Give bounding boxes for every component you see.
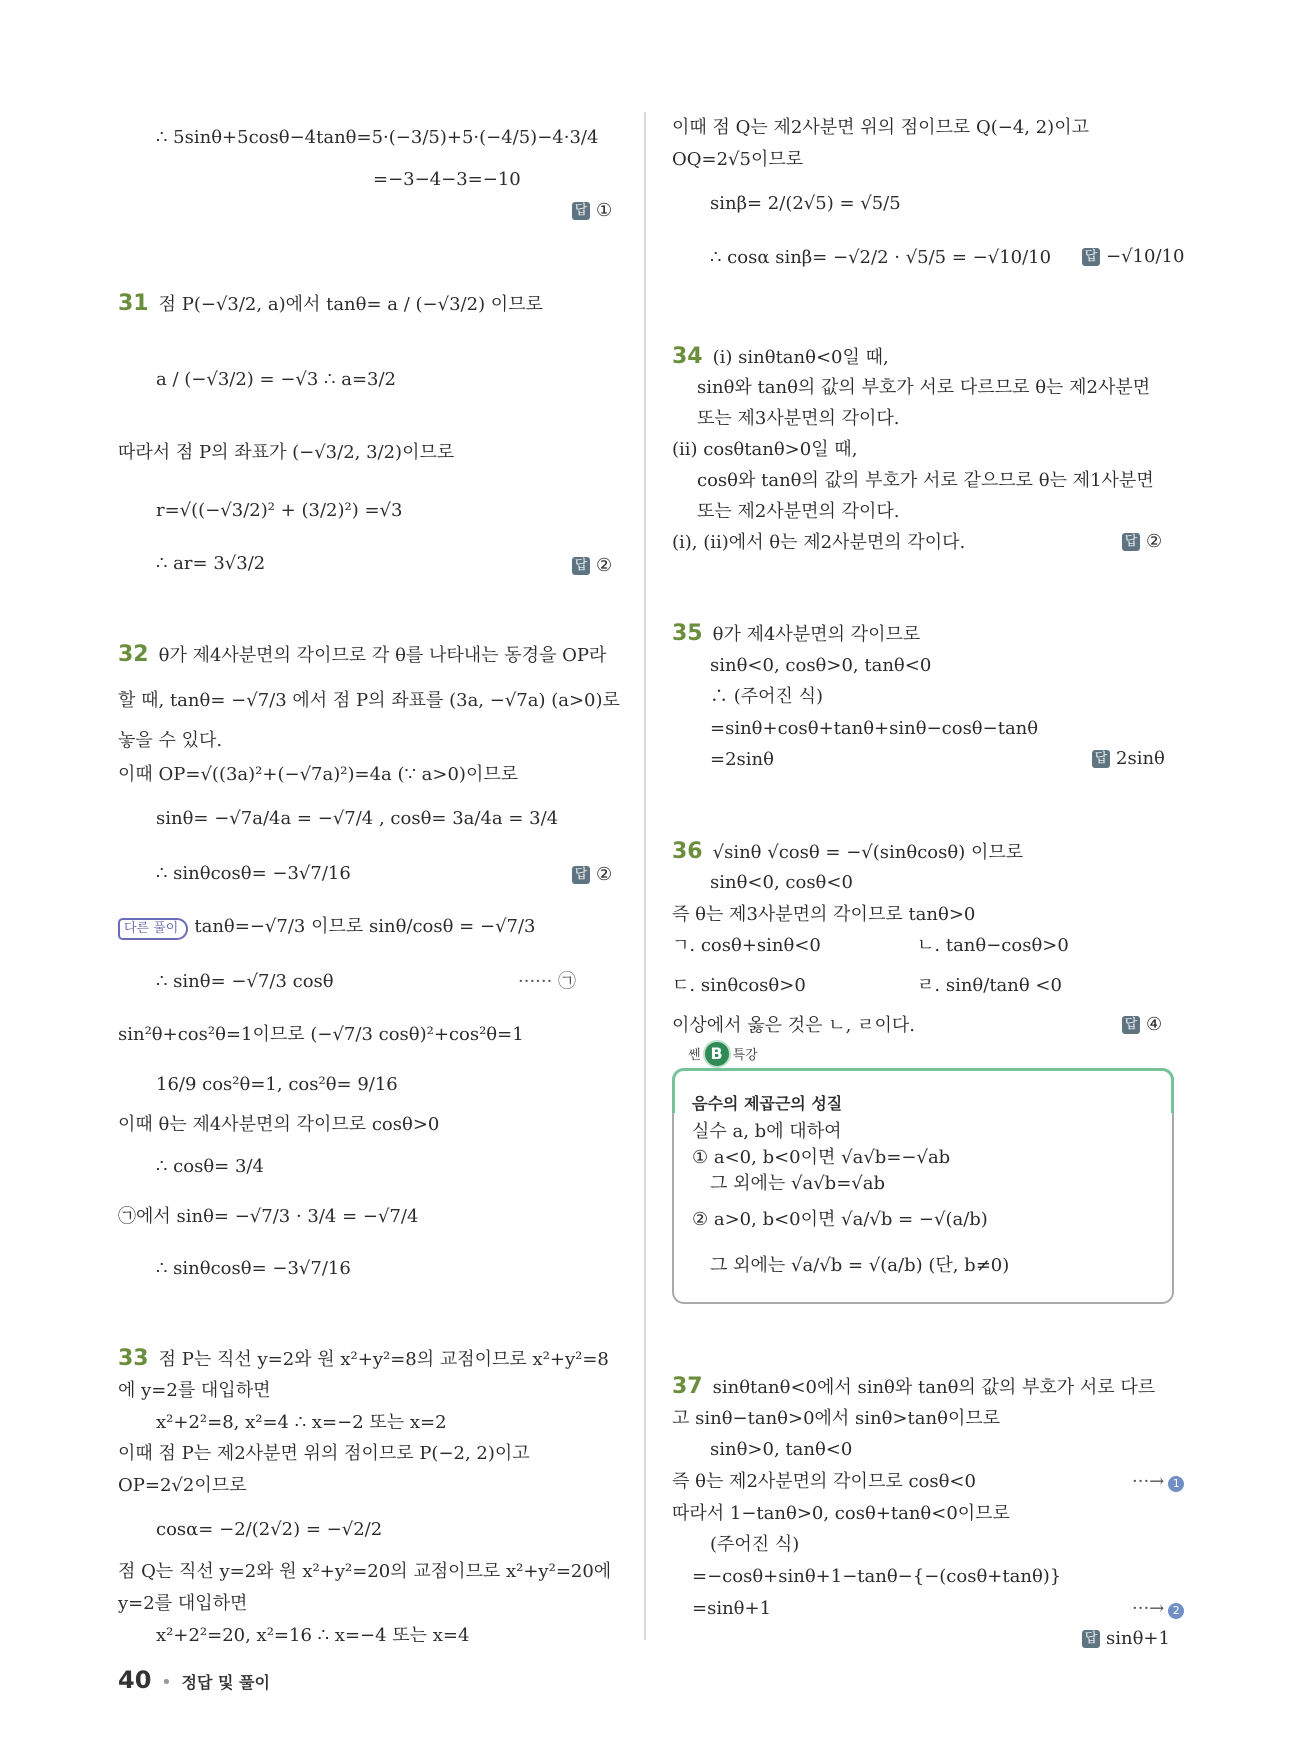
column-divider [644,112,646,1640]
q36-line: 즉 θ는 제3사분면의 각이므로 tanθ>0 [672,904,976,925]
q34-line: 또는 제3사분면의 각이다. [697,408,900,429]
q35-line: =2sinθ [710,749,774,770]
problem-number: 33 [118,1346,149,1371]
q32-line: sinθ= −√7a/4a = −√7/4 , cosθ= 3a/4a = 3/4 [156,808,559,829]
q33-line: OP=2√2이므로 [118,1475,247,1496]
alt-solution-tag: 다른 풀이 [118,918,188,940]
step-marker: ···→ 2 [1132,1597,1184,1621]
alt-solution-line: 16/9 cos²θ=1, cos²θ= 9/16 [156,1074,398,1095]
q36-line: 이상에서 옳은 것은 ㄴ, ㄹ이다. [672,1015,915,1036]
q37-line: 고 sinθ−tanθ>0에서 sinθ>tanθ이므로 [672,1408,1001,1429]
problem-number: 34 [672,344,703,369]
q37-line: 37 sinθtanθ<0에서 sinθ와 tanθ의 값의 부호가 서로 다르 [672,1374,1156,1399]
q32-line: 이때 OP=√((3a)²+(−√7a)²)=4a (∵ a>0)이므로 [118,764,519,785]
answer-icon: 답 [572,866,590,884]
alt-solution-line: ∴ cosθ= 3/4 [156,1156,264,1177]
alt-solution-line: ㉠에서 sinθ= −√7/3 · 3/4 = −√7/4 [118,1206,419,1227]
alt-solution-line: ∴ sinθcosθ= −3√7/16 [156,1258,351,1279]
q33-cont-line: sinβ= 2/(2√5) = √5/5 [710,193,901,214]
q31-line: r=√((−√3/2)² + (3/2)²) =√3 [156,500,403,521]
answer-badge: 답 ② [1122,531,1162,552]
q32-line: ∴ sinθcosθ= −3√7/16 [156,863,351,884]
q33-line: x²+2²=8, x²=4 ∴ x=−2 또는 x=2 [156,1412,447,1433]
answer-icon: 답 [1082,248,1100,266]
q37-line: (주어진 식) [710,1534,800,1555]
q33-line: 이때 점 P는 제2사분면 위의 점이므로 P(−2, 2)이고 [118,1443,530,1464]
alt-solution-line: ∴ sinθ= −√7/3 cosθ [156,971,334,992]
choice-ra: ㄹ. sinθ/tanθ <0 [917,975,1062,996]
q31-line: ∴ ar= 3√3/2 [156,553,266,574]
q31-line: a / (−√3/2) = −√3 ∴ a=3/2 [156,369,397,390]
q30-line: =−3−4−3=−10 [373,169,521,190]
answer-badge: 답 2sinθ [1092,748,1165,769]
q35-line: 35 θ가 제4사분면의 각이므로 [672,621,921,646]
tip-line: 그 외에는 √a√b=√ab [710,1173,885,1194]
alt-solution-line: 이때 θ는 제4사분면의 각이므로 cosθ>0 [118,1114,440,1135]
q33-cont-line: OQ=2√5이므로 [672,149,804,170]
answer-badge: 답 ② [572,555,612,576]
q37-line: =sinθ+1 [692,1598,772,1619]
choice-na: ㄴ. tanθ−cosθ>0 [917,935,1069,956]
answer-badge: 답 −√10/10 [1082,246,1184,267]
q37-line: 즉 θ는 제2사분면의 각이므로 cosθ<0 [672,1471,976,1492]
answer-icon: 답 [572,557,590,575]
choice-ga: ㄱ. cosθ+sinθ<0 [672,935,821,956]
q34-line: 34 (i) sinθtanθ<0일 때, [672,344,889,369]
step-2-icon: 2 [1168,1603,1184,1619]
step-marker: ···→ 1 [1132,1470,1184,1494]
q33-line: 에 y=2를 대입하면 [118,1380,271,1401]
q33-cont-line: 이때 점 Q는 제2사분면 위의 점이므로 Q(−4, 2)이고 [672,117,1089,138]
q35-line: ∴ (주어진 식) [710,686,824,707]
tip-line: 그 외에는 √a/√b = √(a/b) (단, b≠0) [710,1255,1010,1276]
answer-icon: 답 [1122,1016,1140,1034]
page-number: 40 [118,1666,152,1694]
section-label: 정답 및 풀이 [181,1673,270,1692]
q34-line: cosθ와 tanθ의 값의 부호가 서로 같으므로 θ는 제1사분면 [697,470,1154,491]
q33-line: 33 점 P는 직선 y=2와 원 x²+y²=8의 교점이므로 x²+y²=8 [118,1346,609,1371]
q35-line: sinθ<0, cosθ>0, tanθ<0 [710,655,932,676]
tip-line: 실수 a, b에 대하여 [692,1121,842,1142]
answer-badge: 답 sinθ+1 [1082,1628,1170,1649]
alt-solution-line: 다른 풀이 tanθ=−√7/3 이므로 sinθ/cosθ = −√7/3 [118,915,536,940]
brand-b-icon: B [703,1040,731,1068]
tip-line: ① a<0, b<0이면 √a√b=−√ab [692,1147,951,1168]
q34-line: (ii) cosθtanθ>0일 때, [672,439,858,460]
q31-line: 31 점 P(−√3/2, a)에서 tanθ= a / (−√3/2) 이므로 [118,291,543,316]
q32-line: 32 θ가 제4사분면의 각이므로 각 θ를 나타내는 동경을 OP라 [118,642,607,667]
q35-line: =sinθ+cosθ+tanθ+sinθ−cosθ−tanθ [710,718,1039,739]
q34-line: (i), (ii)에서 θ는 제2사분면의 각이다. [672,532,966,553]
answer-badge: 답 ② [572,864,612,885]
q34-line: sinθ와 tanθ의 값의 부호가 서로 다르므로 θ는 제2사분면 [697,377,1151,398]
q32-line: 놓을 수 있다. [118,730,223,751]
q36-line: 36 √sinθ √cosθ = −√(sinθcosθ) 이므로 [672,839,1024,864]
tip-line: ② a>0, b<0이면 √a/√b = −√(a/b) [692,1209,988,1230]
q37-line: =−cosθ+sinθ+1−tanθ−{−(cosθ+tanθ)} [692,1566,1062,1587]
q32-line: 할 때, tanθ= −√7/3 에서 점 P의 좌표를 (3a, −√7a) (a>0)로 [118,690,620,711]
problem-number: 37 [672,1374,703,1399]
tip-box [672,1068,1174,1304]
tip-brand-header: 쎈 B 특강 [688,1040,758,1068]
answer-icon: 답 [572,202,590,220]
step-1-icon: 1 [1168,1476,1184,1492]
page-footer: 40 • 정답 및 풀이 [118,1666,270,1694]
answer-badge: 답 ① [572,200,612,221]
q36-line: sinθ<0, cosθ<0 [710,872,853,893]
answer-icon: 답 [1092,750,1110,768]
answer-badge: 답 ④ [1122,1014,1162,1035]
q33-line: y=2를 대입하면 [118,1593,248,1614]
q30-line: ∴ 5sinθ+5cosθ−4tanθ=5·(−3/5)+5·(−4/5)−4·3/4 [156,127,599,148]
q33-line: x²+2²=20, x²=16 ∴ x=−4 또는 x=4 [156,1625,470,1646]
q37-line: sinθ>0, tanθ<0 [710,1439,853,1460]
problem-number: 32 [118,642,149,667]
q34-line: 또는 제2사분면의 각이다. [697,501,900,522]
tip-title: 음수의 제곱근의 성질 [692,1094,843,1113]
equation-ref: ······ ㉠ [518,971,577,992]
answer-icon: 답 [1082,1630,1100,1648]
choice-da: ㄷ. sinθcosθ>0 [672,975,806,996]
q33-line: 점 Q는 직선 y=2와 원 x²+y²=20의 교점이므로 x²+y²=20에 [118,1561,612,1582]
answer-icon: 답 [1122,533,1140,551]
problem-number: 36 [672,839,703,864]
alt-solution-line: sin²θ+cos²θ=1이므로 (−√7/3 cosθ)²+cos²θ=1 [118,1024,524,1045]
q31-line: 따라서 점 P의 좌표가 (−√3/2, 3/2)이므로 [118,442,455,463]
q37-line: 따라서 1−tanθ>0, cosθ+tanθ<0이므로 [672,1503,1010,1524]
q33-cont-line: ∴ cosα sinβ= −√2/2 · √5/5 = −√10/10 [710,247,1052,268]
problem-number: 35 [672,621,703,646]
q33-line: cosα= −2/(2√2) = −√2/2 [156,1519,383,1540]
problem-number: 31 [118,291,149,316]
